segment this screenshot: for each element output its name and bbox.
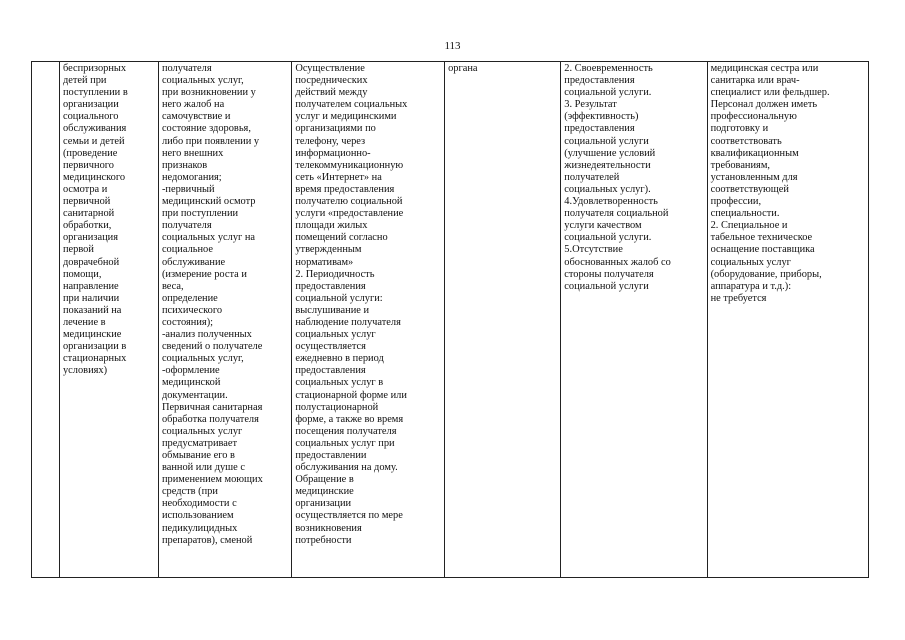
cell-service-terms: [292, 62, 445, 578]
cell-tariff: [445, 62, 561, 578]
service-name-text: беспризорных детей при поступлении в организации социального обслуживания семьи и детей (проведение первичного медицинского осмотра и первичной санитарной обработки, организация первой доврачебной помощи, направление при наличии показаний на лечение в медицинские организации в стационарных условиях): [62, 63, 128, 377]
conditions-text: медицинская сестра или санитарка или врач- специалист или фельдшер. Персонал должен иметь профессиональную подготовку и соответствовать квалификационным требованиям, установленным для соответствующей профессии, специальности. 2. Специальное и табельное техническое оснащение поставщика социальных услуг (оборудование, приборы, аппаратура и т.д.): не требуется: [710, 63, 830, 304]
cell-service-content: [158, 62, 291, 578]
cell-number: [32, 62, 60, 578]
cell-quality-indicators: [561, 62, 707, 578]
service-content-text: получателя социальных услуг, при возникновении у него жалоб на самочувствие и состояние здоровья, либо при появлении у него внешних признаков недомогания; -первичный медицинский осмотр при поступлении получателя социальных услуг на социальное обслуживание (измерение роста и веса, определение психического состояния); -анализ полученных сведений о получателе социальных услуг, -оформление медицинской документации. Первичная санитарная обработка получателя социальных услуг предусматривает обмывание его в ванной или душе с применением моющих средств (при необходимости с использованием педикулицидных препаратов), сменой: [161, 63, 263, 546]
cell-service-name: [59, 62, 158, 578]
service-terms-text: Осуществление посреднических действий между получателем социальных услуг и медицинскими организациями по телефону, через информационно- телекоммуникационную сеть «Интернет» на время предоставления получателю социальной услуги «предоставление площади жилых помещений согласно утвержденным нормативам» 2. Периодичность предоставления социальной услуги: выслушивание и наблюдение получателя социальных услуг осуществляется ежедневно в период предоставления социальных услуг в стационарной форме или полустационарной форме, а также во время посещения получателя социальных услуг при предоставлении обслуживания на дому. Обращение в медицинские организации осуществляется по мере возникновения потребности: [295, 63, 408, 546]
standards-table: [31, 61, 869, 578]
cell-conditions: [707, 62, 868, 578]
page-number: 113: [444, 40, 461, 52]
table-row: [32, 62, 869, 578]
quality-indicators-text: 2. Своевременность предоставления социальной услуги. 3. Результат (эффективность) предоставления социальной услуги (улучшение условий жизнедеятельности получателей социальных услуг). 4.Удовлетворенность получателя социальной услуги качеством социальной услуги. 5.Отсутствие обоснованных жалоб со стороны получателя социальной услуги: [564, 63, 671, 292]
tariff-text: органа: [448, 63, 478, 74]
